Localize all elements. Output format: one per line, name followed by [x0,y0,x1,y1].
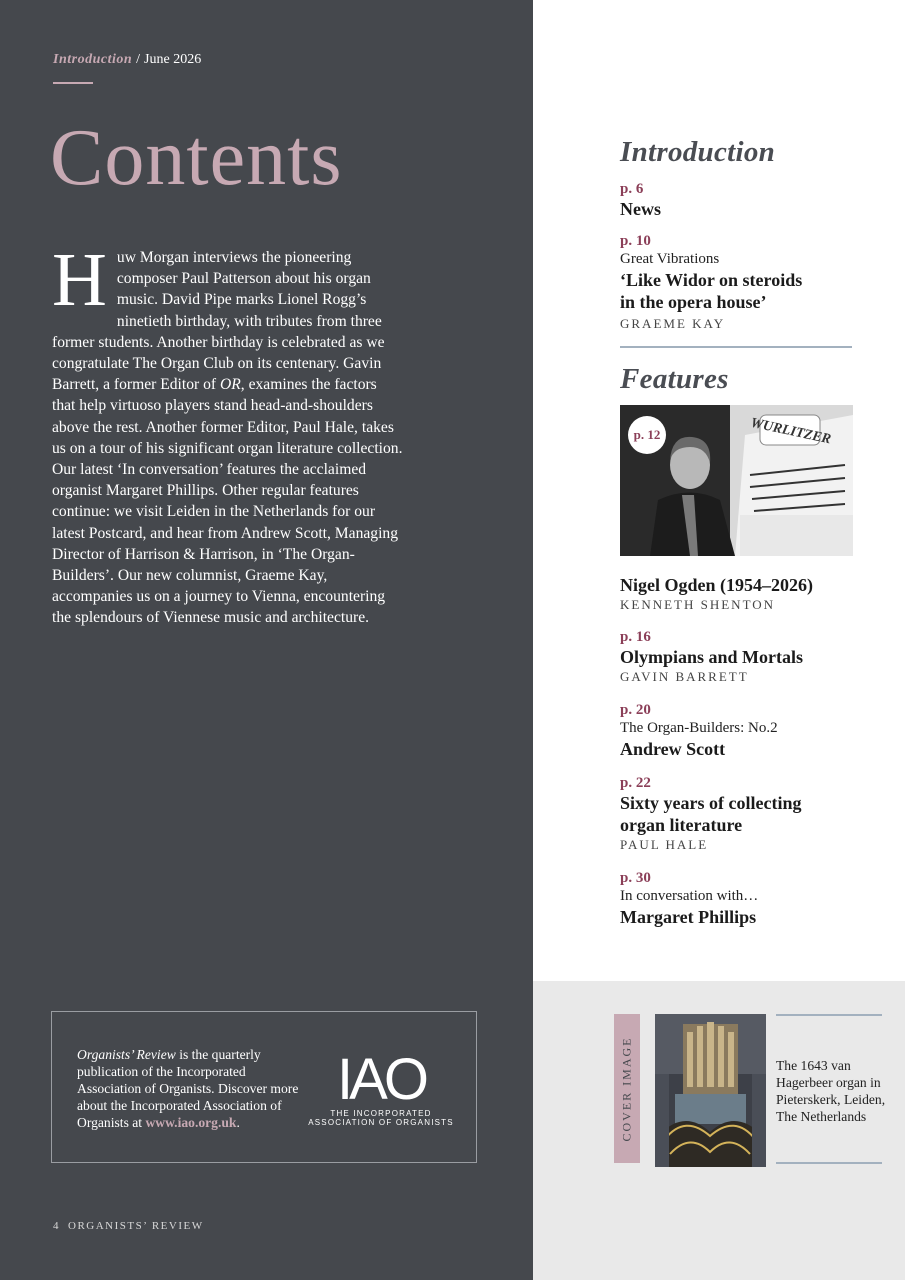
toc-page: p. 10 [620,233,651,249]
cover-caption: The 1643 van Hagerbeer organ in Pieterskerk, Leiden, The Netherlands [776,1058,886,1124]
drop-cap: H [52,238,107,322]
intro-paragraph [52,238,404,629]
iao-body: is the quarterly publication of the Incorporated Association of Organists. Discover more about the Incorporated Association of Organists at [77,1047,299,1130]
toc-author: GRAEME KAY [620,316,726,331]
toc-title: Andrew Scott [620,739,726,759]
toc-title: ‘Like Widor on steroids in the opera house’ [620,270,803,312]
iao-publication-name: Organists’ Review [77,1047,176,1062]
iao-description [77,1046,305,1131]
footer-publication: ORGANISTS’ REVIEW [68,1220,204,1232]
page-title: Contents [50,114,343,202]
toc-title: Margaret Phillips [620,907,757,927]
toc-author: GAVIN BARRETT [620,669,749,684]
intro-lead: uw Morgan interviews the pioneering composer Paul Patterson about his organ music. David Pipe marks Lionel Rogg’s ninetieth birthday, with tributes from three former students. Another birthday is celebrated as we congratulate The Organ Club on its centenary. Gavin Barrett, a former Editor of [52,249,385,394]
toc-page: p. 30 [620,870,651,886]
cover-photo[interactable] [655,1014,766,1167]
toc-entry[interactable] [620,774,860,854]
toc-pre: In conversation with… [620,888,759,904]
toc-pre: Great Vibrations [620,251,720,267]
toc-author: PAUL HALE [620,837,709,852]
kicker-issue: June 2026 [144,52,202,67]
introduction-heading: Introduction [620,136,776,168]
iao-info-box [51,1011,477,1163]
page-footer [53,1220,204,1232]
toc-entry[interactable] [620,869,860,928]
cover-image-tab [614,1014,640,1163]
kicker-section: Introduction [53,52,133,67]
photo-page-badge: p. 12 [628,416,666,454]
iao-logo-mark: IAO [337,1047,425,1112]
iao-end: . [236,1115,240,1130]
toc-page: p. 6 [620,181,644,197]
iao-link[interactable]: www.iao.org.uk [145,1115,237,1130]
cover-rule-bottom [776,1162,882,1164]
toc-pre: The Organ-Builders: No.2 [620,720,778,736]
kicker-rule [53,82,93,84]
toc-page: p. 22 [620,775,651,791]
toc-title: News [620,199,661,219]
kicker-separator: / [136,52,141,67]
footer-page-number: 4 [53,1220,60,1232]
toc-page: p. 20 [620,702,651,718]
toc-title: Sixty years of collecting organ literature [620,793,802,835]
toc-entry[interactable] [620,628,860,686]
iao-logo-line2: ASSOCIATION OF ORGANISTS [308,1118,454,1127]
toc-author: KENNETH SHENTON [620,597,776,612]
intro-emphasis: OR [220,376,241,394]
intro-rest: , examines the factors that help virtuoso players stand head-and-shoulders above the rest. Another former Editor, Paul Hale, takes us on a tour of his significant organ literature collection. Our latest ‘In conversation’ features the acclaimed organist Margaret Phillips. Other regular features continue: we visit Leiden in the Netherlands for our latest Postcard, and hear from Andrew Scott, Managing Director of Harrison & Harrison, in ‘The Organ-Builders’. Our new columnist, Graeme Kay, accompanies us on a journey to Vienna, encountering the splendours of Viennese music and architecture. [52,376,403,627]
iao-logo [306,1044,456,1134]
features-heading: Features [620,363,729,395]
section-kicker [53,52,201,68]
toc-title: Nigel Ogden (1954–2026) [620,575,813,595]
toc-title: Olympians and Mortals [620,647,804,667]
toc-page: p. 16 [620,629,651,645]
photo-sign: WURLITZER [749,415,833,448]
toc-entry[interactable] [620,574,860,614]
toc-entry[interactable] [620,232,860,333]
section-divider [620,346,852,348]
toc-entry[interactable] [620,701,860,760]
toc-entry[interactable] [620,180,860,220]
iao-logo-line1: THE INCORPORATED [330,1109,432,1118]
cover-rule-top [776,1014,882,1016]
cover-tab-label: COVER IMAGE [619,1036,634,1141]
